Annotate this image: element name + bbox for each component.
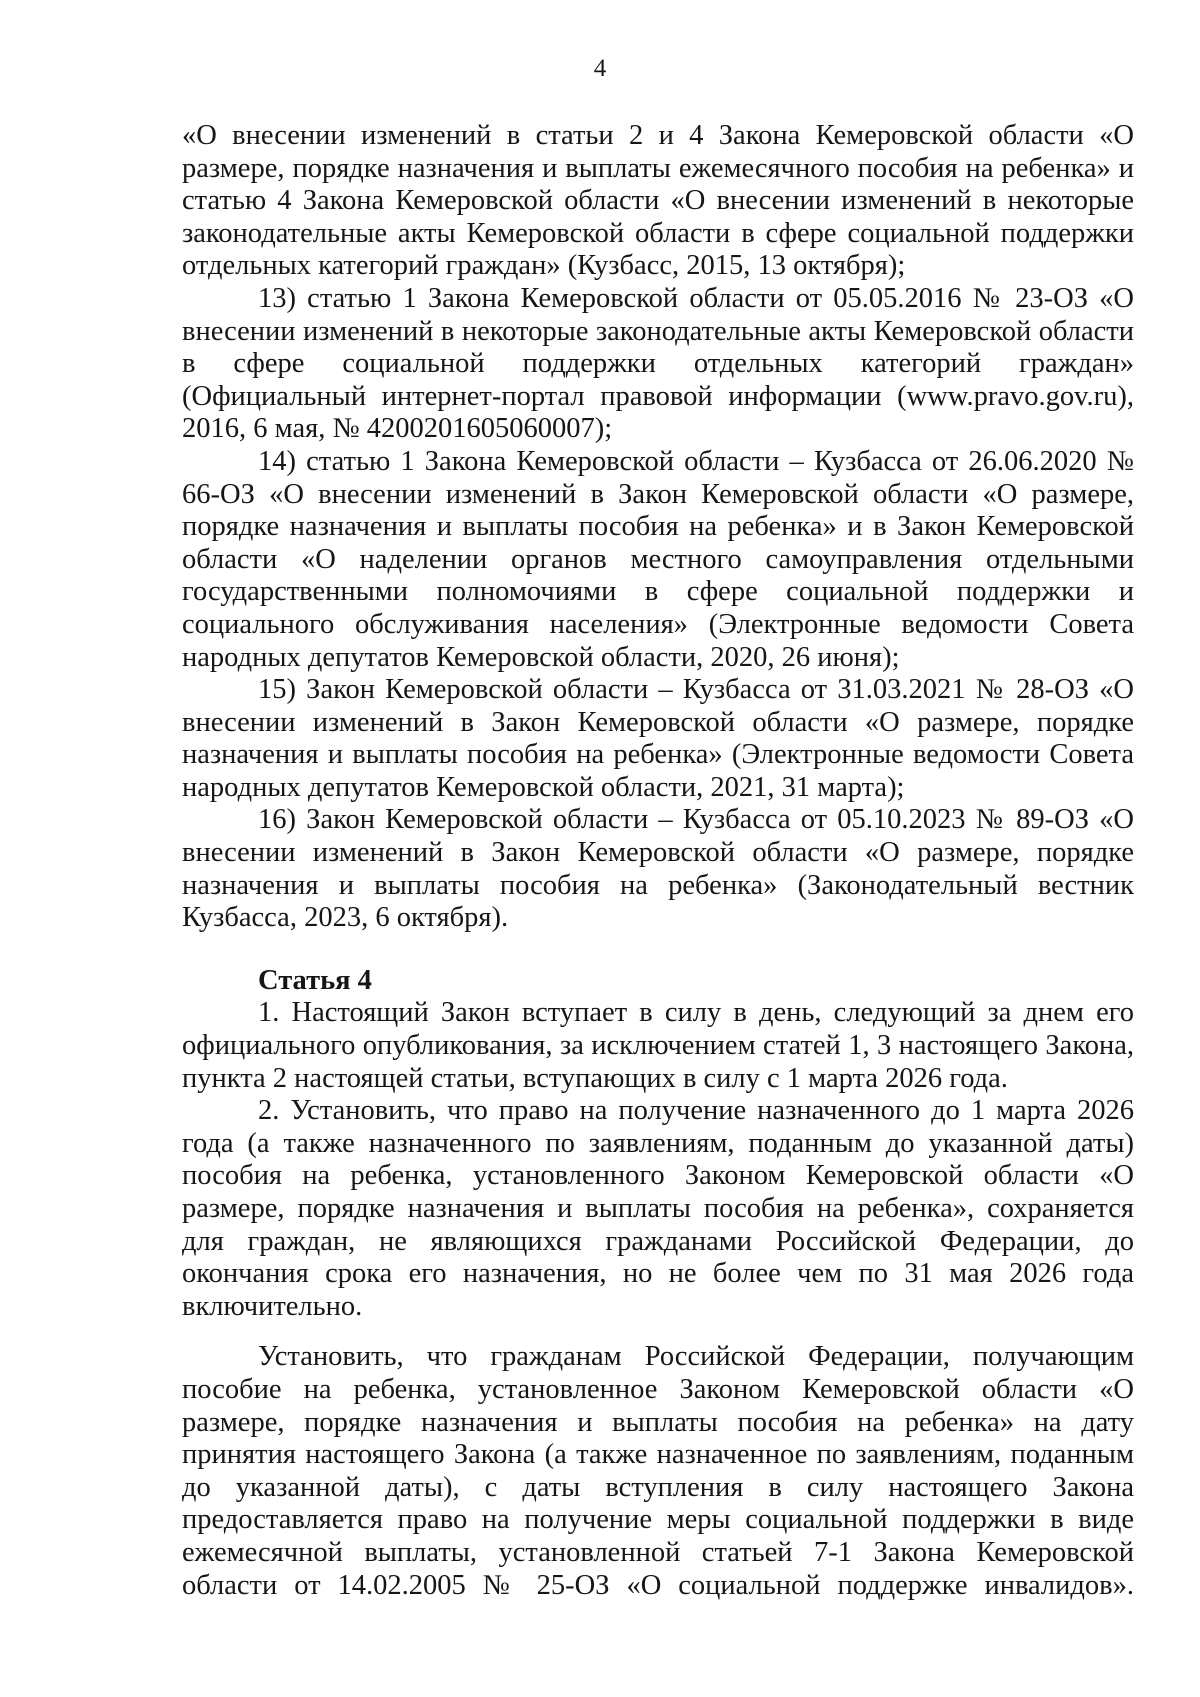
text-line: Закона, пункта 2 настоящей статьи, вступающих в силу с 1 марта 2026 года.: [182, 1030, 1134, 1094]
text-line: народных депутатов Кемеровской области, 2020, 26 июня);: [182, 641, 900, 673]
text-line: «О размере, порядке назначения и выплаты ежемесячного пособия на: [182, 120, 1134, 184]
text-line: «О внесении изменений в Закон Кемеровской области «О размере, порядке: [182, 674, 1134, 738]
paragraph-p14: [182, 446, 1134, 674]
text-line: поддержки отдельных категорий граждан» (Кузбасс, 2015, 13 октября);: [182, 217, 1135, 282]
text-line: 14) статью 1 Закона Кемеровской области – Кузбасса от 26.06.2020: [258, 445, 1097, 477]
text-line: до указанной даты), с даты вступления в силу настоящего Закона: [182, 1471, 1134, 1503]
text-line: предоставляется право на получение меры социальной поддержки в виде: [182, 1504, 1134, 1536]
paragraph-a4-p2: [182, 1095, 1134, 1323]
text-line: назначения и выплаты пособия на ребенка» (Законодательный вестник: [182, 869, 1134, 901]
text-line: пособие на ребенка, установленное Законом Кемеровской области: [182, 1373, 1078, 1405]
text-line: (Официальный интернет-портал правовой информации (www.pravo.gov.ru),: [182, 380, 1134, 412]
text-line: «О внесении изменений в Закон Кемеровской области «О размере, порядке: [182, 804, 1134, 869]
text-line: «О размере, порядке назначения и выплаты пособия на ребенка», сохраняется: [182, 1160, 1134, 1224]
text-line: 2026 года (а также назначенного по заявлениям, поданным до указанной: [182, 1095, 1134, 1159]
text-line: «О внесении изменений в некоторые законодательные акты Кемеровской: [182, 282, 1134, 347]
text-line: области от 14.02.2005 № 25-ОЗ «О социальной поддержке инвалидов».: [182, 1569, 1134, 1601]
paragraph-a4-p3: [182, 1341, 1134, 1602]
text-line: «О размере, порядке назначения и выплаты пособия на ребенка» на дату: [182, 1373, 1135, 1438]
text-line: области «О наделении органов местного самоуправления отдельными: [182, 543, 1134, 575]
text-line: назначения и выплаты пособия на ребенка» (Электронные ведомости Совета: [182, 739, 1134, 771]
text-line: даты) пособия на ребенка, установленного Законом Кемеровской области: [182, 1127, 1135, 1192]
text-line: 16) Закон Кемеровской области – Кузбасса от 05.10.2023 № 89-ОЗ: [258, 804, 1089, 836]
text-line: 13) статью 1 Закона Кемеровской области от 05.05.2016 № 23-ОЗ: [258, 282, 1088, 314]
text-line: ребенка» и статью 4 Закона Кемеровской области «О внесении изменений в: [182, 152, 1135, 217]
amended-laws-list: [182, 120, 1134, 935]
paragraph-a4-p1: [182, 997, 1134, 1095]
text-line: 2. Установить, что право на получение назначенного до 1 марта: [258, 1095, 1066, 1127]
text-line: народных депутатов Кемеровской области, 2021, 31 марта);: [182, 771, 905, 803]
article-4-body: [182, 997, 1134, 1602]
text-line: принятия настоящего Закона (а также назначенное по заявлениям, поданным: [182, 1439, 1134, 1471]
text-line: социального обслуживания населения» (Электронные ведомости Совета: [182, 608, 1134, 640]
text-line: окончания срока его назначения, но не более чем по 31 мая 2026 года: [182, 1258, 1134, 1290]
text-line: ежемесячной выплаты, установленной статьей 7-1 Закона Кемеровской: [182, 1536, 1134, 1568]
paragraph-p12-continuation: [182, 120, 1134, 283]
text-line: 15) Закон Кемеровской области – Кузбасса от 31.03.2021 № 28-ОЗ: [258, 674, 1089, 706]
document-body: [182, 120, 1134, 1602]
paragraph-p16: [182, 804, 1134, 934]
text-line: включительно.: [182, 1290, 363, 1322]
text-line: для граждан, не являющихся гражданами Российской Федерации, до: [182, 1225, 1134, 1257]
page-number: 4: [593, 55, 607, 82]
text-line: № 66-ОЗ «О внесении изменений в Закон Кемеровской области «О размере,: [182, 445, 1134, 510]
paragraph-p15: [182, 674, 1134, 804]
text-line: области в сфере социальной поддержки отдельных категорий граждан»: [182, 315, 1135, 380]
text-line: государственными полномочиями в сфере социальной поддержки и: [182, 576, 1134, 608]
text-line: Установить, что гражданам Российской Федерации, получающим: [258, 1341, 1134, 1373]
paragraph-p13: [182, 283, 1134, 446]
article-heading: Статья 4: [258, 964, 372, 996]
text-line: официального опубликования, за исключением статей 1, 3 настоящего: [182, 1030, 1038, 1062]
text-line: Кузбасса, 2023, 6 октября).: [182, 902, 509, 934]
text-line: 2016, 6 мая, № 4200201605060007);: [182, 413, 613, 445]
text-line: некоторые законодательные акты Кемеровской области в сфере социальной: [182, 185, 1134, 249]
text-line: 1. Настоящий Закон вступает в силу в день, следующий за днем его: [258, 997, 1134, 1029]
text-line: порядке назначения и выплаты пособия на ребенка» и в Закон Кемеровской: [182, 511, 1134, 543]
text-line: «О внесении изменений в статьи 2 и 4 Закона Кемеровской области: [182, 120, 1084, 151]
